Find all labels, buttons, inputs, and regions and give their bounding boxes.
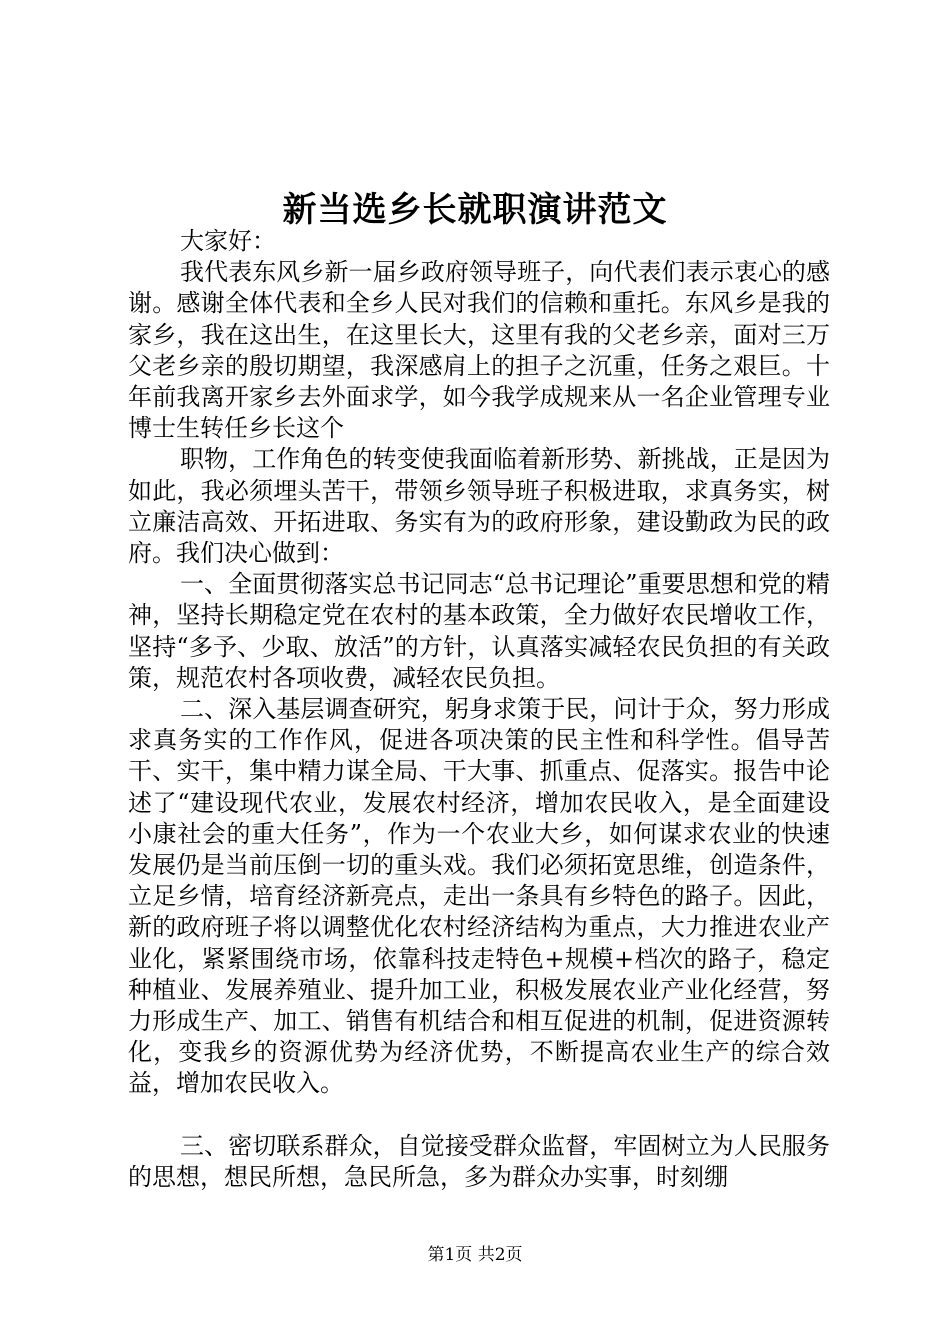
body-paragraph: 职物，工作角色的转变使我面临着新形势、新挑战，正是因为如此，我必须埋头苦干，带领乡领导班子积极进取，求真务实，树立廉洁高效、开拓进取、务实有为的政府形象，建设勤政为民的政府。我们决心做到： [128, 445, 830, 568]
greeting-paragraph: 大家好： [180, 227, 276, 255]
document-title: 新当选乡长就职演讲范文 [282, 190, 668, 230]
page-footer: 第1页 共2页 [427, 1245, 523, 1265]
body-paragraph: 我代表东风乡新一届乡政府领导班子，向代表们表示衷心的感谢。感谢全体代表和全乡人民对我们的信赖和重托。东风乡是我的家乡，我在这出生，在这里长大，这里有我的父老乡亲，面对三万父老乡亲的殷切期望，我深感肩上的担子之沉重，任务之艰巨。十年前我离开家乡去外面求学，如今我学成规来从一名企业管理专业博士生转任乡长这个 [128, 258, 830, 443]
body-paragraph: 二、深入基层调查研究，躬身求策于民，问计于众，努力形成求真务实的工作作风，促进各项决策的民主性和科学性。倡导苦干、实干，集中精力谋全局、干大事、抓重点、促落实。报告中论述了“建设现代农业，发展农村经济，增加农民收入，是全面建设小康社会的重大任务”，作为一个农业大乡，如何谋求农业的快速发展仍是当前压倒一切的重头戏。我们必须拓宽思维，创造条件，立足乡情，培育经济新亮点，走出一条具有乡特色的路子。因此，新的政府班子将以调整优化农村经济结构为重点，大力推进农业产业化，紧紧围绕市场，依靠科技走特色+规模+档次的路子，稳定种植业、发展养殖业、提升加工业，积极发展农业产业化经营，努力形成生产、加工、销售有机结合和相互促进的机制，促进资源转化，变我乡的资源优势为经济优势，不断提高农业生产的综合效益，增加农民收入。 [128, 695, 830, 1098]
body-paragraph: 一、全面贯彻落实总书记同志“总书记理论”重要思想和党的精神，坚持长期稳定党在农村的基本政策，全力做好农民增收工作，坚持“多予、少取、放活”的方针，认真落实减轻农民负担的有关政策，规范农村各项收费，减轻农民负担。 [128, 570, 830, 692]
body-paragraph: 三、密切联系群众，自觉接受群众监督，牢固树立为人民服务的思想，想民所想，急民所急，多为群众办实事，时刻绷 [128, 1131, 830, 1191]
document-body [128, 226, 830, 1193]
